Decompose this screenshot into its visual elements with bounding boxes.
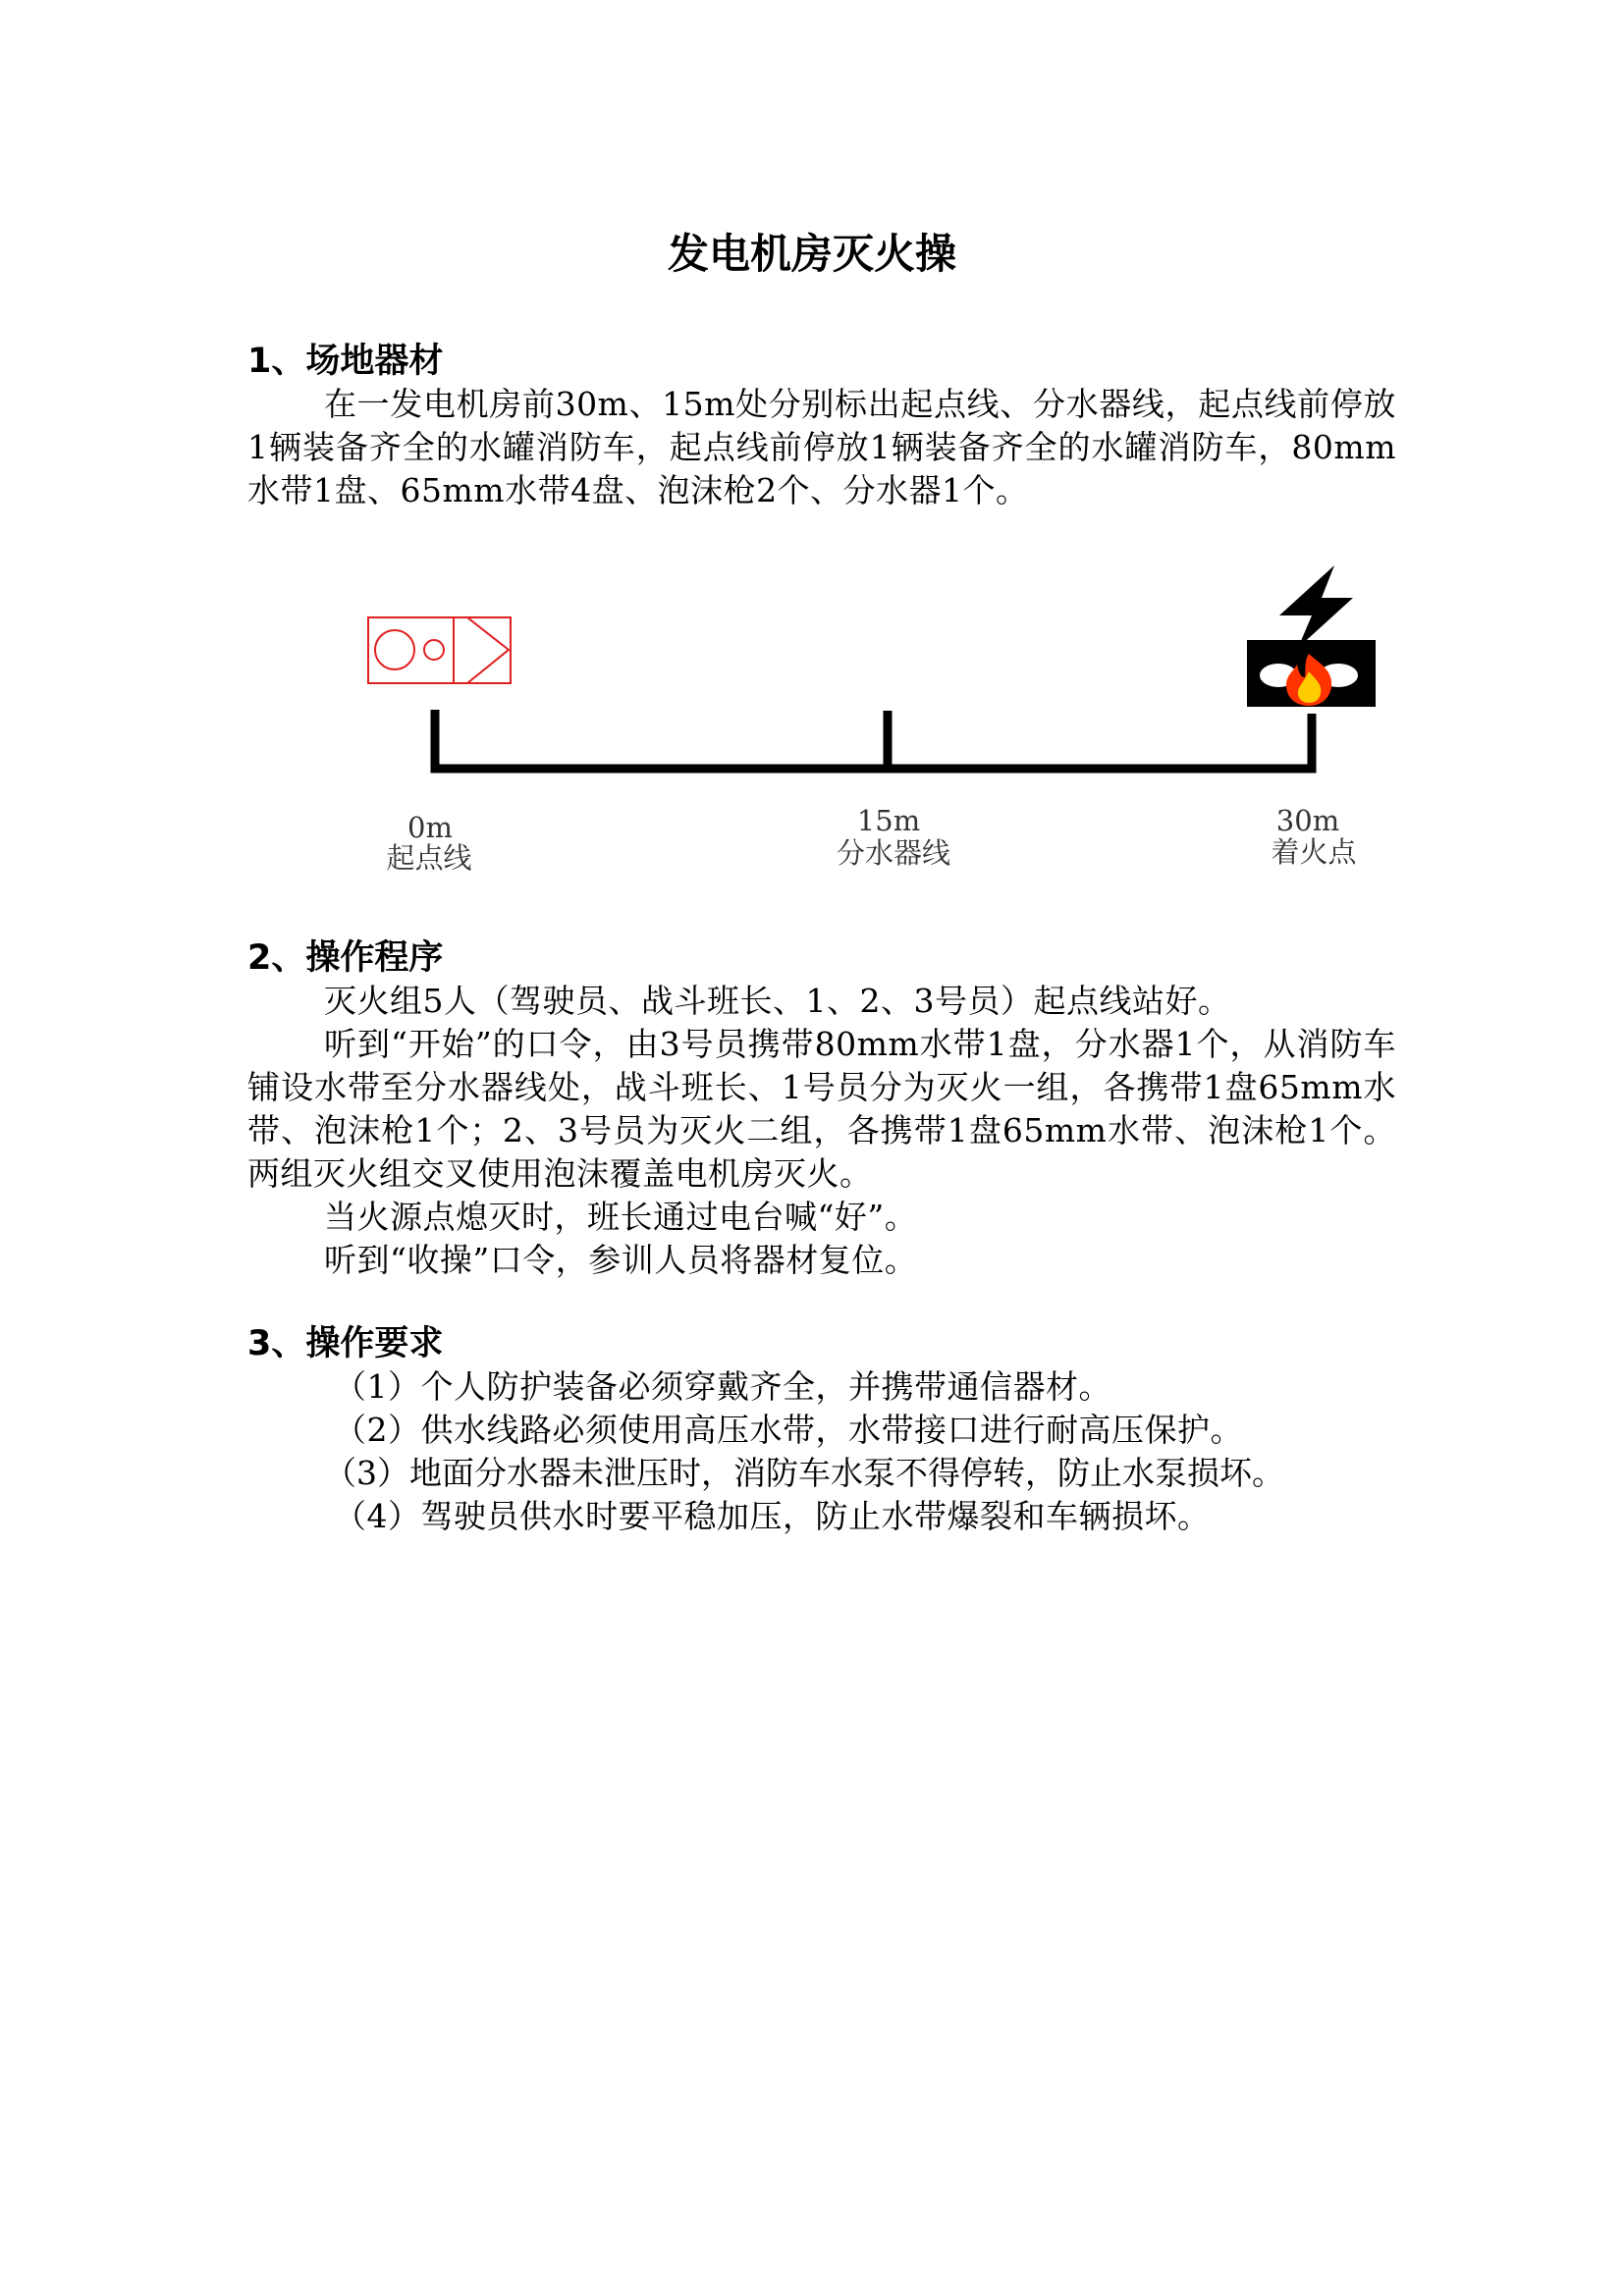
paragraph: 灭火组5人（驾驶员、战斗班长、1、2、3号员）起点线站好。 — [324, 982, 1231, 1020]
marker-distance-0: 0m — [407, 811, 453, 844]
marker-distance-1: 15m — [856, 804, 921, 837]
paragraph: 当火源点熄灭时，班长通过电台喊“好”。 — [324, 1198, 918, 1236]
requirement-item: （1）个人防护装备必须穿戴齐全，并携带通信器材。 — [334, 1367, 1111, 1406]
requirement-item: （3）地面分水器未泄压时，消防车水泵不得停转，防止水泵损坏。 — [324, 1454, 1284, 1492]
section-procedure — [247, 936, 1396, 1282]
flame-icon — [1286, 654, 1331, 706]
page-title: 发电机房灭火操 — [667, 230, 956, 278]
section-heading: 3、操作要求 — [247, 1324, 444, 1363]
requirement-item: （2）供水线路必须使用高压水带，水带接口进行耐高压保护。 — [334, 1411, 1243, 1449]
paragraph: 听到“开始”的口令，由3号员携带80mm水带1盘，分水器1个，从消防车铺设水带至分水器线处，战斗班长、1号员分为灭火一组，各携带1盘65mm水带、泡沫枪1个；2、3号员为灭火二组，各携带1盘65mm水带、泡沫枪1个。两组灭火组交叉使用泡沫覆盖电机房灭火。 — [247, 1025, 1396, 1193]
paragraph: 在一发电机房前30m、15m处分别标出起点线、分水器线，起点线前停放1辆装备齐全的水罐消防车，起点线前停放1辆装备齐全的水罐消防车，80mm水带1盘、65mm水带4盘、泡沫枪2个、分水器1个。 — [247, 385, 1396, 509]
generator-room-icon — [1247, 640, 1376, 707]
section-site-equipment — [247, 340, 1396, 512]
section-heading: 2、操作程序 — [247, 938, 444, 978]
section-heading: 1、场地器材 — [247, 342, 444, 381]
marker-label-0: 起点线 — [386, 841, 472, 875]
distance-line — [435, 710, 1312, 769]
lightning-icon — [1279, 565, 1353, 648]
requirement-item: （4）驾驶员供水时要平稳加压，防止水带爆裂和车辆损坏。 — [334, 1497, 1211, 1535]
marker-distance-2: 30m — [1275, 804, 1340, 837]
fire-truck-icon — [368, 617, 511, 683]
paragraph: 听到“收操”口令，参训人员将器材复位。 — [324, 1241, 918, 1279]
marker-label-1: 分水器线 — [836, 836, 951, 870]
marker-label-2: 着火点 — [1271, 835, 1357, 869]
section-requirements — [247, 1322, 1396, 1538]
